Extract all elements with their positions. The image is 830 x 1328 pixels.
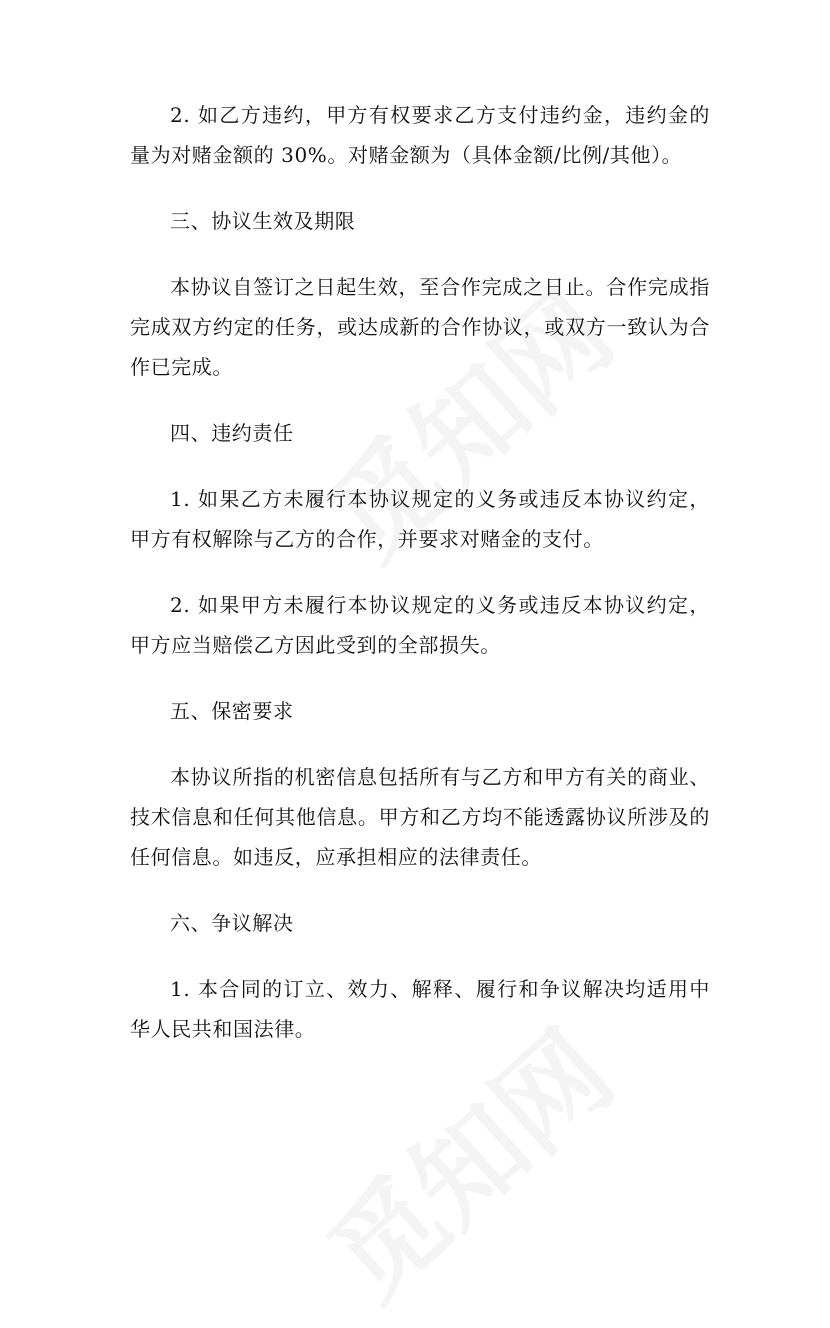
section-heading: 六、争议解决 bbox=[170, 911, 294, 935]
clause-paragraph: 1. 本合同的订立、效力、解释、履行和争议解决均适用中华人民共和国法律。 bbox=[130, 977, 710, 1041]
section-heading: 五、保密要求 bbox=[170, 699, 294, 723]
clause-paragraph: 2. 如果甲方未履行本协议规定的义务或违反本协议约定，甲方应当赔偿乙方因此受到的全部损失。 bbox=[130, 593, 710, 657]
clause-paragraph: 1. 如果乙方未履行本协议规定的义务或违反本协议约定，甲方有权解除与乙方的合作，并要求对赌金的支付。 bbox=[130, 487, 710, 551]
section-heading: 四、违约责任 bbox=[170, 421, 294, 445]
clause-paragraph: 本协议所指的机密信息包括所有与乙方和甲方有关的商业、技术信息和任何其他信息。甲方和乙方均不能透露协议所涉及的任何信息。如违反，应承担相应的法律责任。 bbox=[130, 765, 710, 869]
section-heading: 三、协议生效及期限 bbox=[170, 209, 356, 233]
document-body bbox=[130, 95, 710, 1075]
clause-paragraph: 本协议自签订之日起生效，至合作完成之日止。合作完成指完成双方约定的任务，或达成新的合作协议，或双方一致认为合作已完成。 bbox=[130, 275, 710, 379]
clause-paragraph: 2. 如乙方违约，甲方有权要求乙方支付违约金，违约金的量为对赌金额的 30%。对赌金额为（具体金额/比例/其他）。 bbox=[130, 103, 710, 167]
